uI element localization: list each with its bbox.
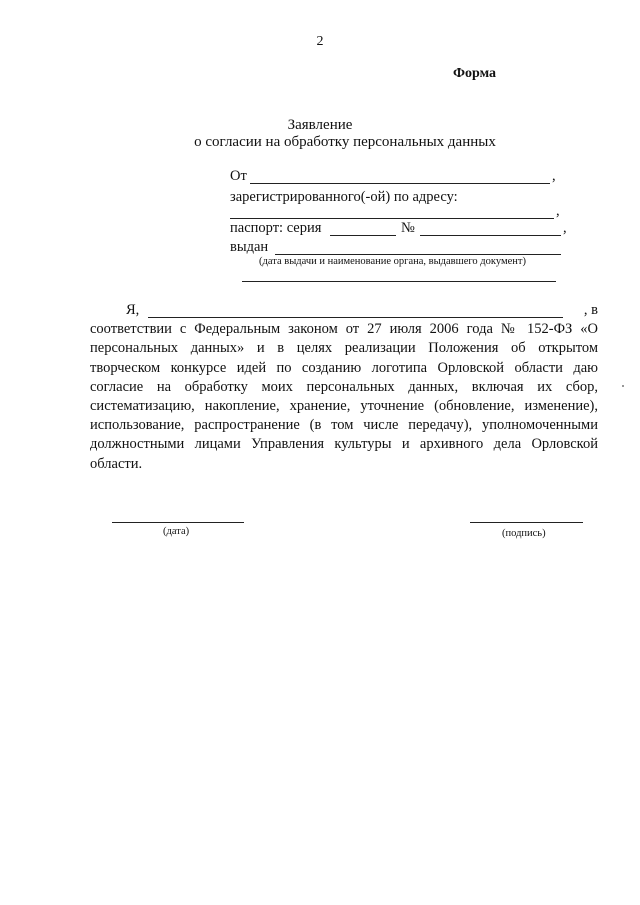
passport-number-blank-line[interactable] (420, 235, 561, 236)
date-signature-line[interactable] (112, 522, 244, 523)
consent-paragraph (90, 302, 598, 474)
ya-tail: , в (583, 302, 598, 318)
form-label: Форма (453, 66, 497, 81)
comma: , (552, 168, 556, 184)
from-label: От (230, 168, 247, 184)
issued-blank-line[interactable] (275, 254, 561, 255)
name-blank-line[interactable] (148, 317, 563, 318)
issued-note: (дата выдачи и наименование органа, выдавшего документ) (259, 256, 526, 267)
page-number: 2 (316, 34, 324, 49)
issued-label: выдан (230, 239, 269, 255)
date-caption: (дата) (163, 526, 190, 537)
address-blank-line[interactable] (230, 218, 554, 219)
comma: , (563, 220, 567, 236)
issued-continuation-blank-line[interactable] (242, 281, 556, 282)
signature-line[interactable] (470, 522, 583, 523)
comma: , (556, 203, 560, 219)
passport-series-blank-line[interactable] (330, 235, 396, 236)
passport-number-label: № (401, 220, 415, 236)
document-subtitle: о согласии на обработку персональных данных (194, 134, 496, 150)
passport-series-label: паспорт: серия (230, 220, 322, 236)
ya-line (90, 302, 598, 336)
signature-caption: (подпись) (502, 528, 546, 539)
from-blank-line[interactable] (250, 183, 550, 184)
scan-speck (622, 385, 624, 387)
ya-label: Я, (126, 302, 140, 318)
registered-address-label: зарегистрированного(-ой) по адресу: (230, 189, 458, 205)
consent-text: соответствии с Федеральным законом от 27 июля 2006 года № 152-ФЗ «О персональных данных» и в целях реализации Положения об открытом творческом конкурсе идей по созданию логотипа Орловской области даю согласие на обработку моих персональных данных, включая их сбор, систематизацию, накопление, хранение, уточнение (обновление, изменение), использование, распространение (в том числе передачу), уполномоченными должностными лицами Управления культуры и архивного дела Орловской области. (90, 321, 598, 472)
document-title: Заявление (287, 117, 353, 133)
